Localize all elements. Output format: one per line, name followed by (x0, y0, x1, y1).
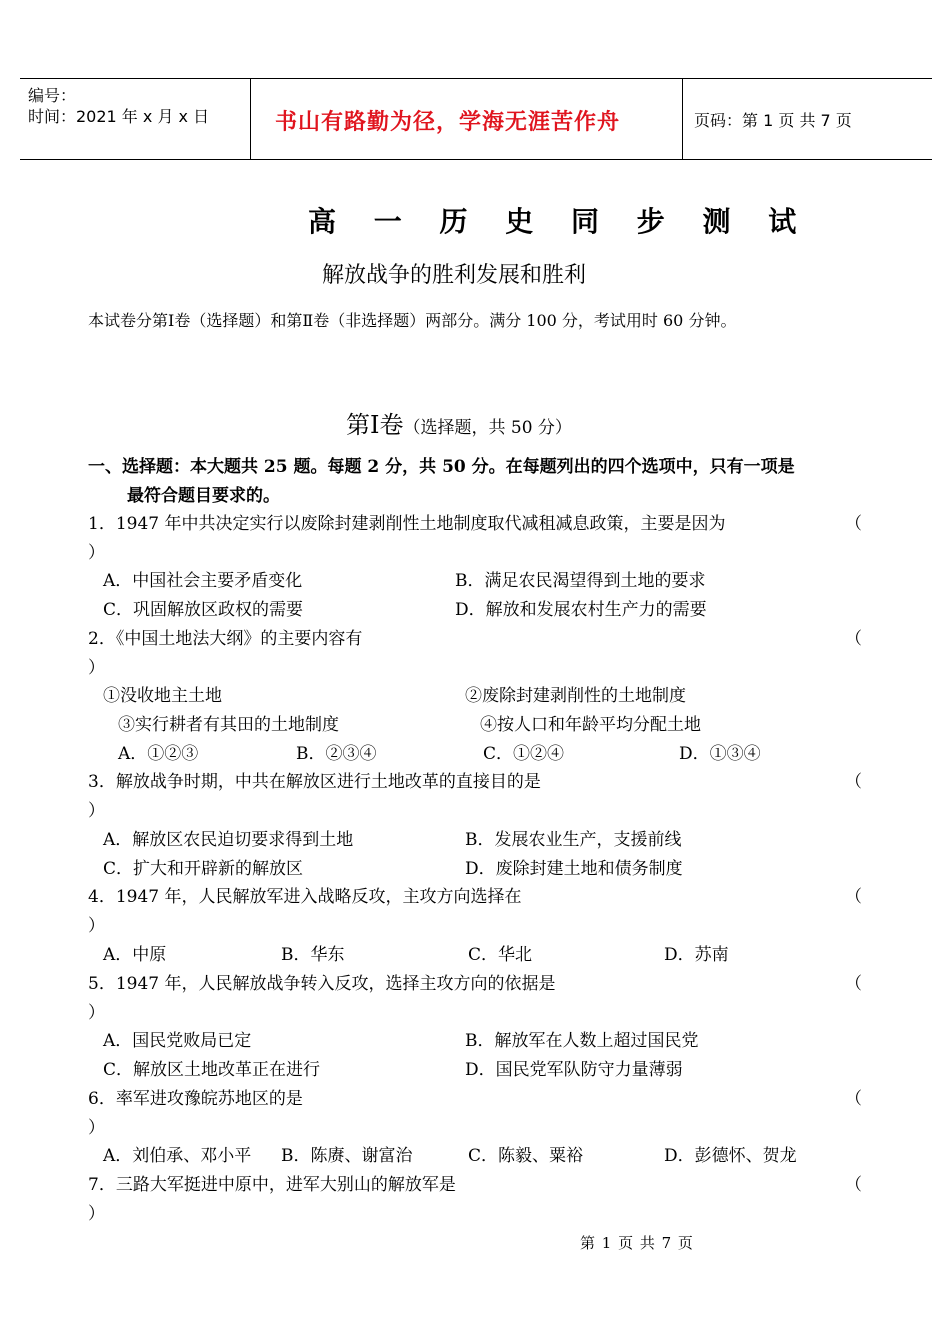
motto: 书山有路勤为径，学海无涯苦作舟 (275, 110, 621, 135)
page-title: 高 一 历 史 同 步 测 试 (308, 205, 811, 238)
option: C．扩大和开辟新的解放区 (103, 859, 304, 879)
option: D．苏南 (664, 945, 729, 965)
statement-item: ②废除封建剥削性的土地制度 (465, 686, 686, 706)
option: B．陈赓、谢富治 (281, 1146, 413, 1166)
answer-paren-open: （ (845, 974, 862, 994)
option: C．①②④ (483, 744, 565, 764)
statement-item: ③实行耕者有其田的土地制度 (118, 715, 339, 735)
question-stem: 5．1947 年，人民解放战争转入反攻，选择主攻方向的依据是 (88, 974, 556, 994)
answer-paren-open: （ (845, 1089, 862, 1109)
option: A．①②③ (118, 744, 199, 764)
header-divider (250, 79, 251, 159)
instruction-line-2: 最符合题目要求的。 (127, 486, 280, 506)
header-divider (682, 79, 683, 159)
statement-item: ①没收地主土地 (103, 686, 222, 706)
option: B．②③④ (296, 744, 377, 764)
page-footer: 第 1 页 共 7 页 (580, 1234, 694, 1252)
question-stem: 6．率军进攻豫皖苏地区的是 (88, 1089, 303, 1109)
option: C．解放区土地改革正在进行 (103, 1060, 321, 1080)
option: D．国民党军队防守力量薄弱 (465, 1060, 683, 1080)
option: A．解放区农民迫切要求得到土地 (103, 830, 354, 850)
number-label: 编号： (28, 86, 77, 105)
option: A．中国社会主要矛盾变化 (103, 571, 303, 591)
exam-intro: 本试卷分第Ⅰ卷（选择题）和第Ⅱ卷（非选择题）两部分。满分 100 分，考试用时 60 分钟。 (88, 311, 737, 330)
answer-paren-close: ） (88, 1204, 105, 1224)
page-label: 页码：第 1 页 共 7 页 (694, 111, 852, 130)
statement-item: ④按人口和年龄平均分配土地 (480, 715, 701, 735)
answer-paren-close: ） (88, 658, 105, 678)
question-stem: 1．1947 年中共决定实行以废除封建剥削性土地制度取代减租减息政策，主要是因为 (88, 514, 726, 534)
instruction-line-1: 一、选择题：本大题共 25 题。每题 2 分，共 50 分。在每题列出的四个选项中，只有一项是 (88, 457, 795, 477)
section-title: 第Ⅰ卷 (346, 411, 404, 439)
date-label: 时间：2021 年 x 月 x 日 (28, 107, 210, 126)
option: B．发展农业生产，支援前线 (465, 830, 682, 850)
answer-paren-open: （ (845, 772, 862, 792)
question-stem: 4．1947 年，人民解放军进入战略反攻，主攻方向选择在 (88, 887, 522, 907)
answer-paren-close: ） (88, 1003, 105, 1023)
option: A．刘伯承、邓小平 (103, 1146, 252, 1166)
section-heading (346, 405, 572, 440)
answer-paren-open: （ (845, 514, 862, 534)
answer-paren-open: （ (845, 887, 862, 907)
question-stem: 3．解放战争时期，中共在解放区进行土地改革的直接目的是 (88, 772, 541, 792)
page-subtitle: 解放战争的胜利发展和胜利 (322, 263, 587, 288)
option: A．国民党败局已定 (103, 1031, 252, 1051)
option: D．解放和发展农村生产力的需要 (455, 600, 707, 620)
answer-paren-close: ） (88, 916, 105, 936)
answer-paren-close: ） (88, 1118, 105, 1138)
option: C．华北 (468, 945, 533, 965)
option: C．陈毅、粟裕 (468, 1146, 584, 1166)
question-stem: 7．三路大军挺进中原中，进军大别山的解放军是 (88, 1175, 456, 1195)
option: B．解放军在人数上超过国民党 (465, 1031, 699, 1051)
option: B．满足农民渴望得到土地的要求 (455, 571, 706, 591)
option: B．华东 (281, 945, 345, 965)
option: D．①③④ (679, 744, 761, 764)
question-stem: 2．《中国土地法大纲》的主要内容有 (88, 629, 363, 649)
answer-paren-close: ） (88, 801, 105, 821)
answer-paren-open: （ (845, 1175, 862, 1195)
option: C．巩固解放区政权的需要 (103, 600, 304, 620)
answer-paren-close: ） (88, 543, 105, 563)
option: D．废除封建土地和债务制度 (465, 859, 683, 879)
option: A．中原 (103, 945, 167, 965)
answer-paren-open: （ (845, 629, 862, 649)
section-note: （选择题，共 50 分） (403, 418, 572, 438)
option: D．彭德怀、贺龙 (664, 1146, 797, 1166)
